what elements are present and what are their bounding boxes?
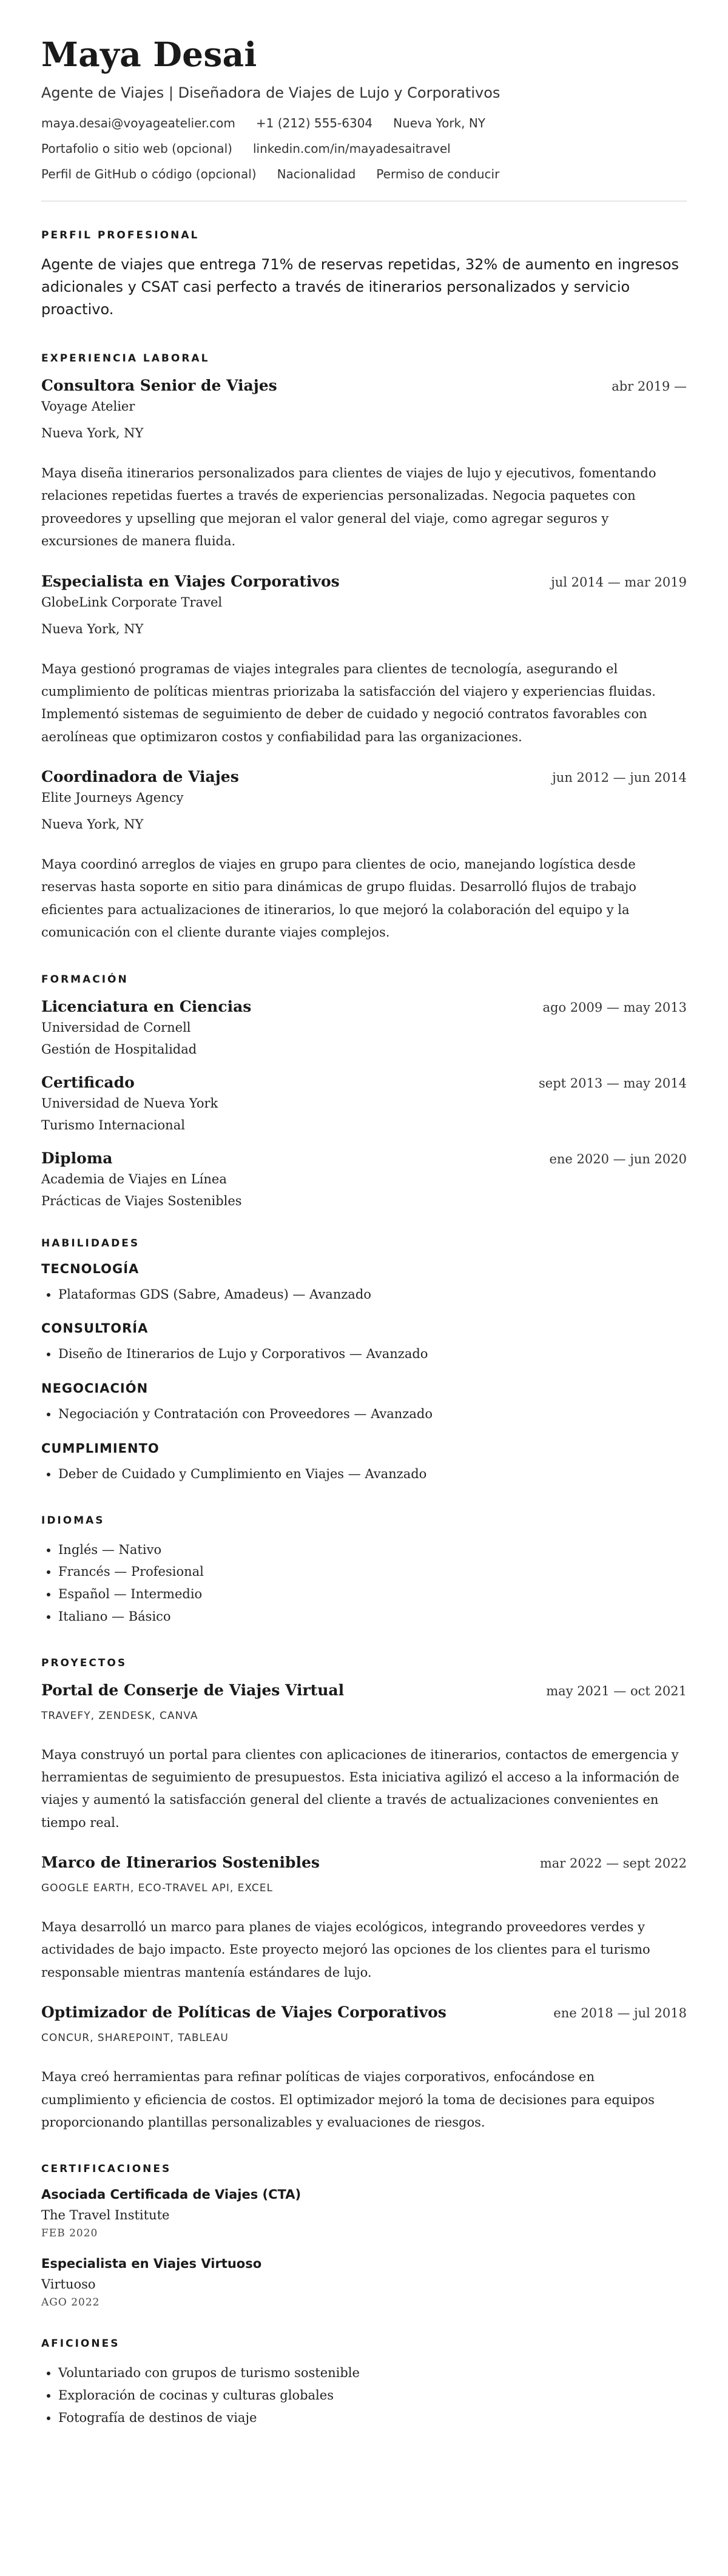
education-section <box>41 974 687 1208</box>
education-entry-head <box>41 998 687 1015</box>
certification-date: FEB 2020 <box>41 2227 98 2240</box>
hobby-list <box>41 2362 687 2429</box>
job-title: Consultora Senior de Viajes <box>41 377 277 395</box>
job-description: Maya gestionó programas de viajes integrales para clientes de tecnología, asegurando el cumplimiento de políticas mientras priorizaba la satisfacción del viajero y experiencias fluidas. Implementó sistemas de seguimiento de deber de cuidado y negoció contratos favorables con aerolíneas que optimizaron costos y confiabilidad para las organizaciones. <box>41 661 656 744</box>
contact-github[interactable]: Perfil de GitHub o código (opcional) <box>41 166 257 181</box>
projects-section <box>41 1657 687 2134</box>
certifications-section <box>41 2163 687 2309</box>
project-entry-head <box>41 1854 687 1871</box>
skill-list <box>41 1343 687 1365</box>
experience-section <box>41 352 687 944</box>
project-dates: may 2021 — oct 2021 <box>546 1683 687 1698</box>
skill-group <box>41 1441 687 1485</box>
education-entry <box>41 998 687 1057</box>
project-tech: TRAVEFY, ZENDESK, CANVA <box>41 1709 198 1722</box>
school-name: Universidad de Cornell <box>41 1020 191 1035</box>
contact-portfolio[interactable]: Portafolio o sitio web (opcional) <box>41 141 232 156</box>
skill-list <box>41 1283 687 1306</box>
contact-row-2 <box>41 141 687 156</box>
project-entry-head <box>41 1681 687 1699</box>
job-company: Voyage Atelier <box>41 399 135 414</box>
experience-entry-head <box>41 573 687 590</box>
contact-row-1 <box>41 116 687 130</box>
certification-issuer: Virtuoso <box>41 2277 96 2292</box>
contact-row-3 <box>41 167 687 181</box>
language-item: • Francés — Profesional <box>58 1561 687 1583</box>
candidate-name: Maya Desai <box>41 35 257 74</box>
project-entry <box>41 1854 687 1984</box>
language-item: • Español — Intermedio <box>58 1583 687 1606</box>
project-description: Maya creó herramientas para refinar políticas de viajes corporativos, enfocándose en cumplimiento y eficiencia de costos. El optimizador mejoró la toma de decisiones para equipos proporcionando plantillas personalizables y evaluaciones de riesgos. <box>41 2070 655 2130</box>
language-list <box>41 1539 687 1628</box>
skill-item: • Negociación y Contratación con Proveedores — Avanzado <box>58 1403 687 1425</box>
education-entry <box>41 1074 687 1132</box>
school-name: Academia de Viajes en Línea <box>41 1171 227 1186</box>
certification-issuer: The Travel Institute <box>41 2208 170 2223</box>
language-item: • Inglés — Nativo <box>58 1539 687 1561</box>
certification-name: Especialista en Viajes Virtuoso <box>41 2256 262 2272</box>
contact-license: Permiso de conducir <box>376 166 500 181</box>
degree-title: Diploma <box>41 1149 113 1167</box>
languages-title: IDIOMAS <box>41 1514 105 1527</box>
hobbies-title: AFICIONES <box>41 2338 120 2350</box>
job-location: Nueva York, NY <box>41 426 144 441</box>
hobbies-section <box>41 2338 687 2429</box>
skill-category: CUMPLIMIENTO <box>41 1441 160 1456</box>
languages-section <box>41 1515 687 1628</box>
job-dates: abr 2019 — <box>612 379 687 394</box>
certification-entry <box>41 2187 687 2239</box>
degree-dates: sept 2013 — may 2014 <box>539 1075 687 1091</box>
experience-entry-head <box>41 768 687 785</box>
project-name: Marco de Itinerarios Sostenibles <box>41 1854 320 1872</box>
project-entry-head <box>41 2003 687 2021</box>
job-dates: jun 2012 — jun 2014 <box>552 770 687 785</box>
experience-entry <box>41 573 687 749</box>
skill-item: • Deber de Cuidado y Cumplimiento en Viajes — Avanzado <box>58 1463 687 1485</box>
skill-category: NEGOCIACIÓN <box>41 1381 149 1396</box>
skill-group <box>41 1321 687 1365</box>
summary-section <box>41 229 687 321</box>
skill-category: CONSULTORÍA <box>41 1321 149 1336</box>
skill-category: TECNOLOGÍA <box>41 1261 140 1276</box>
contact-location: Nueva York, NY <box>393 115 486 130</box>
certification-date: AGO 2022 <box>41 2296 100 2309</box>
skill-item: • Plataformas GDS (Sabre, Amadeus) — Avanzado <box>58 1283 687 1306</box>
study-field: Turismo Internacional <box>41 1117 185 1132</box>
education-title: FORMACIÓN <box>41 973 129 986</box>
job-description: Maya coordinó arreglos de viajes en grupo para clientes de ocio, manejando logística desde reservas hasta soporte en sitio para dinámicas de grupo fluidas. Desarrolló flujos de trabajo eficientes para actualizaciones de itinerarios, lo que mejoró la colaboración del equipo y la comunicación con el cliente durante viajes complejos. <box>41 857 636 940</box>
experience-entry <box>41 377 687 553</box>
job-dates: jul 2014 — mar 2019 <box>551 574 687 590</box>
certification-name: Asociada Certificada de Viajes (CTA) <box>41 2187 302 2202</box>
hobby-item: • Fotografía de destinos de viaje <box>58 2407 687 2429</box>
skills-section <box>41 1237 687 1485</box>
experience-entry-head <box>41 377 687 394</box>
skill-list <box>41 1463 687 1485</box>
job-location: Nueva York, NY <box>41 817 144 832</box>
education-entry-head <box>41 1149 687 1167</box>
contact-phone[interactable]: +1 (212) 555-6304 <box>255 115 373 130</box>
candidate-headline: Agente de Viajes | Diseñadora de Viajes de Lujo y Corporativos <box>41 84 500 101</box>
skills-title: HABILIDADES <box>41 1237 140 1249</box>
study-field: Prácticas de Viajes Sostenibles <box>41 1193 242 1208</box>
job-company: GlobeLink Corporate Travel <box>41 594 223 610</box>
contact-email[interactable]: maya.desai@voyageatelier.com <box>41 115 235 130</box>
education-entry-head <box>41 1074 687 1091</box>
job-company: Elite Journeys Agency <box>41 790 184 805</box>
skill-list <box>41 1403 687 1425</box>
degree-dates: ago 2009 — may 2013 <box>542 1000 687 1015</box>
skill-group <box>41 1381 687 1425</box>
project-entry <box>41 2003 687 2134</box>
school-name: Universidad de Nueva York <box>41 1095 218 1111</box>
education-entry <box>41 1149 687 1208</box>
experience-entry <box>41 768 687 944</box>
project-entry <box>41 1681 687 1835</box>
project-description: Maya desarrolló un marco para planes de viajes ecológicos, integrando proveedores verdes y actividades de bajo impacto. Este proyecto mejoró las opciones de los clientes para el turismo responsable mientras mantenía estándares de lujo. <box>41 1920 650 1980</box>
job-description: Maya diseña itinerarios personalizados para clientes de viajes de lujo y ejecutivos, fomentando relaciones repetidas fuertes a través de experiencias personalizadas. Negocia paquetes con proveedores y upselling que mejoran el valor general del viaje, como agregar seguros y excursiones de manera fluida. <box>41 466 656 549</box>
job-location: Nueva York, NY <box>41 621 144 636</box>
hobby-item: • Exploración de cocinas y culturas globales <box>58 2384 687 2407</box>
experience-title: EXPERIENCIA LABORAL <box>41 352 210 365</box>
project-dates: mar 2022 — sept 2022 <box>539 1856 687 1871</box>
study-field: Gestión de Hospitalidad <box>41 1041 197 1057</box>
project-dates: ene 2018 — jul 2018 <box>553 2006 687 2021</box>
summary-title: PERFIL PROFESIONAL <box>41 229 200 241</box>
job-title: Coordinadora de Viajes <box>41 768 239 786</box>
resume-header <box>41 36 687 181</box>
skill-item: • Diseño de Itinerarios de Lujo y Corporativos — Avanzado <box>58 1343 687 1365</box>
project-tech: CONCUR, SHAREPOINT, TABLEAU <box>41 2032 229 2045</box>
project-name: Portal de Conserje de Viajes Virtual <box>41 1681 345 1699</box>
projects-title: PROYECTOS <box>41 1656 127 1669</box>
project-name: Optimizador de Políticas de Viajes Corporativos <box>41 2003 447 2022</box>
job-title: Especialista en Viajes Corporativos <box>41 572 340 590</box>
contact-nationality: Nacionalidad <box>277 166 356 181</box>
certifications-title: CERTIFICACIONES <box>41 2163 172 2176</box>
degree-title: Certificado <box>41 1073 135 1091</box>
summary-text: Agente de viajes que entrega 71% de reservas repetidas, 32% de aumento en ingresos adicionales y CSAT casi perfecto a través de itinerarios personalizados y servicio proactivo. <box>41 255 679 318</box>
hobby-item: • Voluntariado con grupos de turismo sostenible <box>58 2362 687 2384</box>
skill-group <box>41 1262 687 1306</box>
language-item: • Italiano — Básico <box>58 1606 687 1628</box>
degree-dates: ene 2020 — jun 2020 <box>549 1151 687 1166</box>
contact-linkedin[interactable]: linkedin.com/in/mayadesaitravel <box>252 141 451 156</box>
project-description: Maya construyó un portal para clientes con aplicaciones de itinerarios, contactos de emergencia y herramientas de seguimiento de presupuestos. Esta iniciativa agilizó el acceso a la información de viajes y aumentó la satisfacción general del cliente a través de actualizaciones convenientes en tiempo real. <box>41 1747 679 1830</box>
certification-entry <box>41 2256 687 2309</box>
project-tech: GOOGLE EARTH, ECO-TRAVEL API, EXCEL <box>41 1882 273 1895</box>
degree-title: Licenciatura en Ciencias <box>41 997 252 1015</box>
